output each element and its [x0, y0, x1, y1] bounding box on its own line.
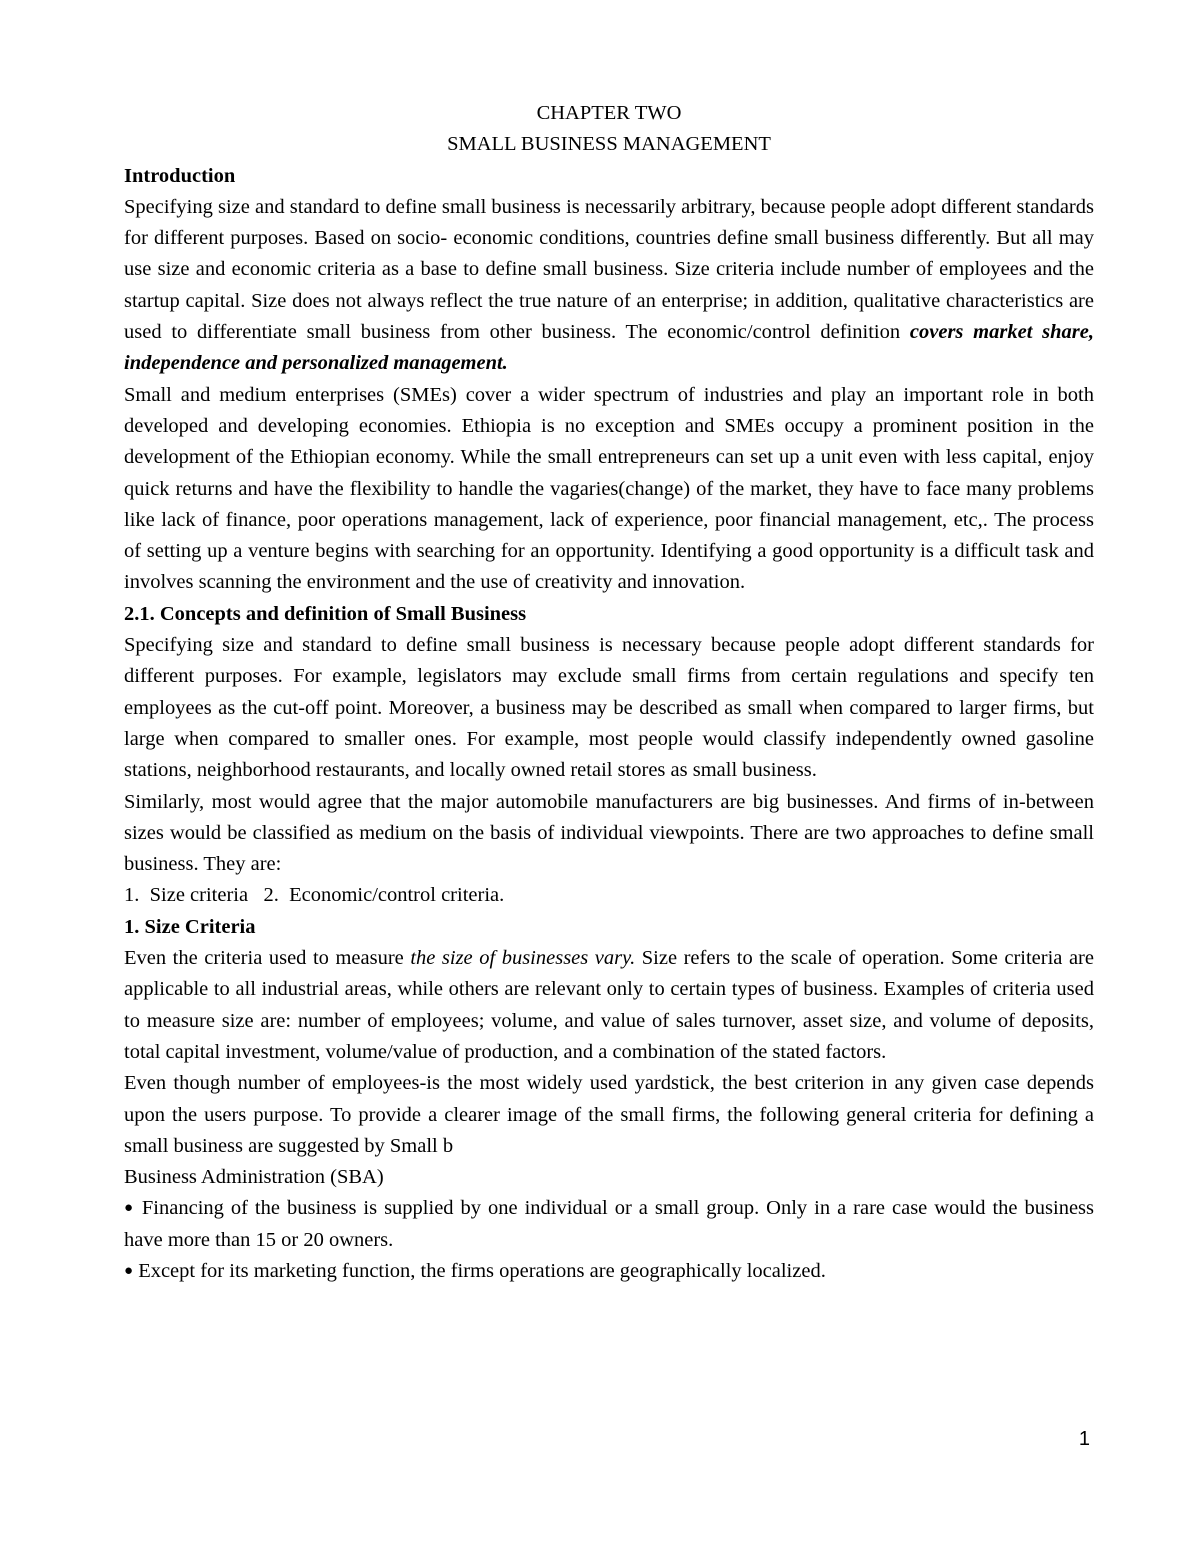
size-p1-text-a: Even the criteria used to measure — [124, 947, 411, 970]
document-body — [124, 98, 1094, 1287]
introduction-heading: Introduction — [124, 164, 236, 187]
size-criteria-paragraph-1 — [124, 943, 1094, 1068]
size-p1-emphasis: the size of businesses vary. — [410, 947, 636, 970]
chapter-label: CHAPTER TWO — [536, 102, 682, 124]
size-p1-text-c: Size refers to the scale of operation. Some criteria are applicable to all industrial areas, while others are relevant only to certain types of business. Examples of criteria used to measure size are: number of employees; volume, and value of sales turnover, asset size, and volume of deposits, total capital investment, volume/value of production, and a combination of the stated factors. — [124, 947, 1094, 1063]
section-2-1-paragraph-1: Specifying size and standard to define small business is necessary because people adopt different standards for different purposes. For example, legislators may exclude small firms from certain regulations and specify ten employees as the cut-off point. Moreover, a business may be described as small when compared to larger firms, but large when compared to smaller ones. For example, most people would classify independently owned gasoline stations, neighborhood restaurants, and locally owned retail stores as small business. — [124, 634, 1094, 782]
size-criteria-heading: 1. Size Criteria — [124, 915, 256, 938]
intro-paragraph-1 — [124, 192, 1094, 380]
bullet-item-1 — [124, 1193, 1094, 1256]
approaches-list: 1. Size criteria 2. Economic/control criteria. — [124, 884, 505, 907]
bullet-item-2-text: Except for its marketing function, the firms operations are geographically localized. — [138, 1259, 826, 1282]
bullet-item-2 — [124, 1256, 1094, 1287]
intro-paragraph-1-text: Specifying size and standard to define small business is necessarily arbitrary, because people adopt different standards for different purposes. Based on socio- economic conditions, countries define small business differently. But all may use size and economic criteria as a base to define small business. Size criteria include number of employees and the startup capital. Size does not always reflect the true nature of an enterprise; in addition, qualitative characteristics are used to differentiate small business from other business. The economic/control definition — [124, 195, 1094, 344]
chapter-title: SMALL BUSINESS MANAGEMENT — [447, 133, 771, 156]
section-2-1-paragraph-2: Similarly, most would agree that the major automobile manufacturers are big businesses. And firms of in-between sizes would be classified as medium on the basis of individual viewpoints. There are two approaches to define small business. They are: — [124, 790, 1094, 876]
bullet-icon: ● — [124, 1200, 135, 1217]
sba-line: Business Administration (SBA) — [124, 1166, 384, 1189]
bullet-item-1-text: Financing of the business is supplied by one individual or a small group. Only in a rare case would the business have more than 15 or 20 owners. — [124, 1197, 1094, 1251]
intro-paragraph-2: Small and medium enterprises (SMEs) cover a wider spectrum of industries and play an important role in both developed and developing economies. Ethiopia is no exception and SMEs occupy a prominent position in the development of the Ethiopian economy. While the small entrepreneurs can set up a unit even with less capital, enjoy quick returns and have the flexibility to handle the vagaries(change) of the market, they have to face many problems like lack of finance, poor operations management, lack of experience, poor financial management, etc,. The process of setting up a venture begins with searching for an opportunity. Identifying a good opportunity is a difficult task and involves scanning the environment and the use of creativity and innovation. — [124, 383, 1094, 594]
size-criteria-paragraph-2: Even though number of employees-is the most widely used yardstick, the best criterion in any given case depends upon the users purpose. To provide a clearer image of the small firms, the following general criteria for defining a small business are suggested by Small b — [124, 1072, 1094, 1157]
intro-emphasis: covers market share, independence and personalized management. — [124, 321, 1094, 375]
section-2-1-heading: 2.1. Concepts and definition of Small Business — [124, 602, 527, 625]
page-number: 1 — [1078, 1428, 1090, 1450]
bullet-icon: ● — [124, 1262, 134, 1279]
